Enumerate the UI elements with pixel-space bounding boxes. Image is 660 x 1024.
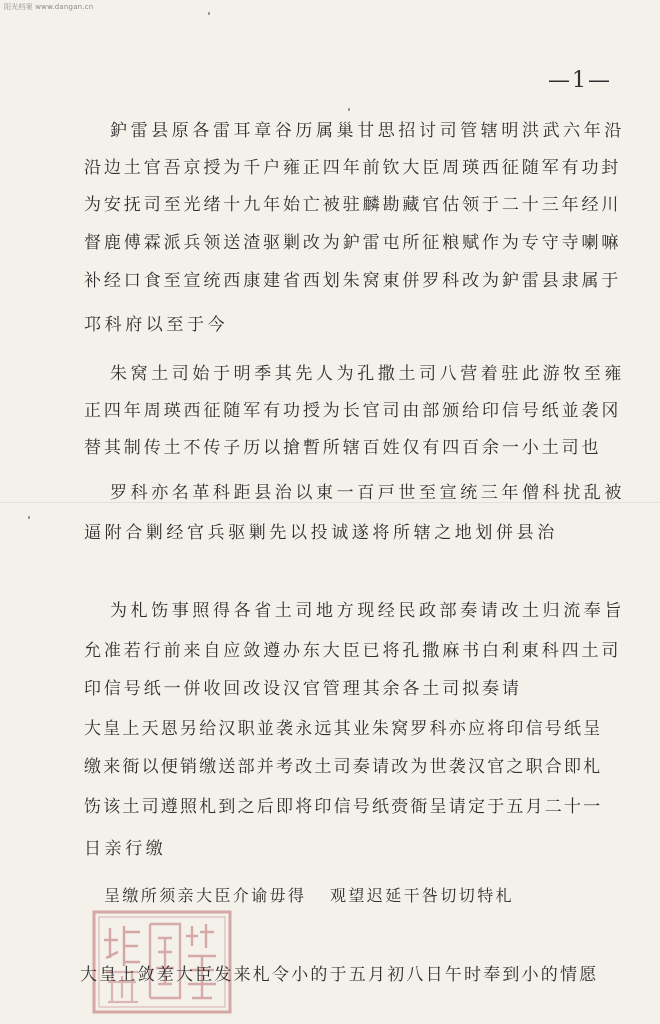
body-line-9: 替其制传土不传子历以搶暫所辖百姓仅有四百余一小土司也	[84, 438, 602, 458]
body-line-11: 逼附合剿经官兵驱剿先以投诚遂将所辖之地划併县治	[84, 523, 558, 543]
source-watermark: 阳光档案 www.dangan.cn	[4, 3, 94, 11]
body-line-7: 朱窝土司始于明季其先人为孔撒土司八营着驻此游牧至雍	[110, 364, 625, 384]
body-line-5: 补经口食至宣统西康建省西划朱窝東併罗科改为鈩雷县隶属于	[84, 271, 622, 291]
body-line-2: 沿边土官吾京授为千户雍正四年前钦大臣周瑛西征随军有功封	[84, 158, 622, 178]
body-line-13: 允准若行前来自应敛遵办东大臣已将孔撒麻书白利東科四土司	[84, 641, 622, 661]
closing-phrase-right: 观望迟延干咎切切特札	[330, 886, 515, 905]
body-line-1: 鈩雷县原各雷耳章谷历属巢甘思招讨司管辖明洪武六年沿	[110, 121, 625, 141]
body-line-16: 缴来衙以便销缴送部并考改土司奏请改为世袭汉官之职合即札	[84, 757, 603, 777]
seal-graphic	[88, 906, 236, 1018]
paper-fold-crease	[0, 502, 660, 503]
body-line-14: 印信号纸一併收回改设汉官管理其余各土司拟奏请	[84, 679, 522, 699]
body-final-line: 大皇上敛差大臣发来札令小的于五月初八日午时奉到小的情愿	[80, 965, 599, 985]
body-line-6: 邛科府以至于今	[84, 315, 229, 335]
official-seal-stamp	[88, 906, 236, 1018]
body-line-8: 正四年周瑛西征随军有功授为长官司由部颁给印信号纸並袭冈	[84, 401, 622, 421]
body-line-12: 为札饬事照得各省土司地方现经民政部奏请改土归流奉旨	[110, 601, 625, 621]
scan-speck	[348, 108, 350, 111]
scan-speck	[28, 516, 30, 519]
body-line-15: 大皇上天恩另给汉职並袭永远其业朱窝罗科亦应将印信号纸呈	[84, 719, 603, 739]
body-line-18: 日亲行缴	[84, 839, 167, 859]
body-line-17: 饬该土司遵照札到之后即将印信号纸赍衙呈请定于五月二十一	[84, 797, 603, 817]
body-line-3: 为安抚司至光绪十九年始亡被驻麟勘藏官估领于二十三年经川	[84, 195, 622, 215]
scan-speck	[208, 12, 210, 15]
page-number: —1—	[548, 68, 612, 93]
body-line-10: 罗科亦名革科距县治以東一百戸世至宣统三年僧科扰乱被	[110, 483, 625, 503]
closing-phrase-left: 呈缴所须亲大臣介谕毋得	[104, 886, 307, 905]
body-line-4: 督鹿傅霖派兵领送渣驱剿改为鈩雷屯所征粮赋作为专守寺喇嘛	[84, 233, 622, 253]
